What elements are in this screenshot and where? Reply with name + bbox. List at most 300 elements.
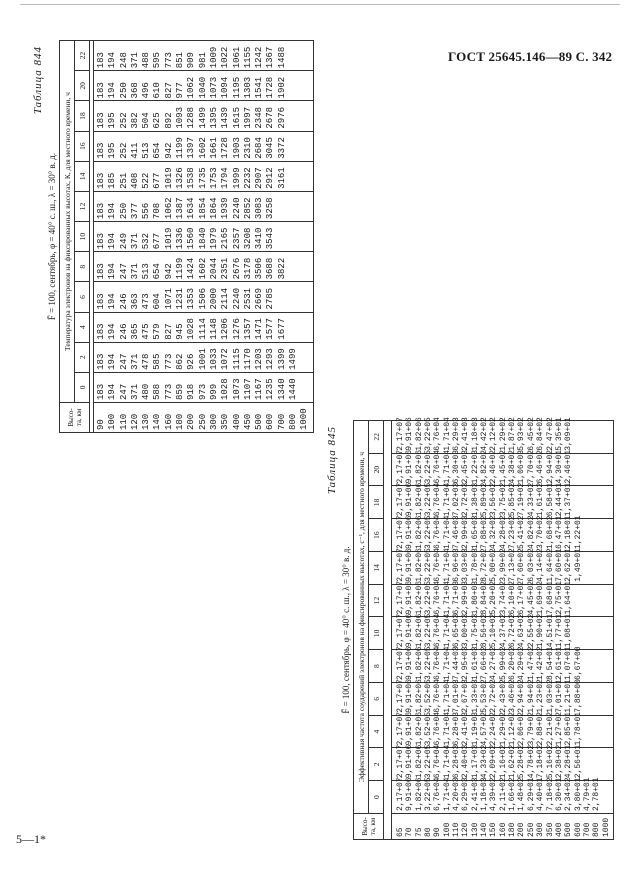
table-cell: 250 [118,82,129,99]
table-cell: 3,74+02 [498,580,508,615]
table-cell: 1,62+02 [508,744,518,779]
table-cell: 6,76+04 [433,679,443,713]
altitude-value: 450 [242,413,253,430]
table-cell: 1,61+02 [536,482,546,517]
table-cell: 2,72+03 [461,482,471,517]
table-cell: 6,71+03 [452,580,462,615]
hour-column [392,613,614,650]
group-header: Температура электронов на фиксированных высотах, К, для местного времени, ч [60,41,75,403]
table-cell: 1,61+03 [470,646,480,680]
table-cell: 1293 [265,348,276,370]
table-cell: 6,96+03 [452,548,462,582]
table-cell: 1439 [220,106,231,129]
table-cell: 247 [118,383,129,400]
table-cell: 2351 [220,257,231,280]
table-844 [59,40,314,433]
hour-column [94,282,314,312]
table-cell: 2,95+03 [461,646,471,680]
altitude-value: 150 [489,822,499,837]
table-cell: 1,71+04 [442,646,452,680]
table-cell: 1,12+02 [508,711,518,746]
hour-header: 20 [75,71,90,101]
altitude-column [94,403,314,433]
hours-header-row [75,41,90,433]
table-cell: 1,06+03 [517,449,527,484]
table-cell: 1061 [231,46,242,69]
table-cell: 4,42+02 [480,417,490,451]
table-cell: 2357 [231,227,242,250]
table-cell: 1062 [163,197,174,220]
table-cell: 1,37+01 [564,482,574,517]
table-cell: 6,46+02 [536,449,546,484]
table-cell: 194 [107,82,118,99]
table-cell: 977 [175,82,186,99]
hour-header: 14 [75,161,90,191]
table-cell: 3,46+02 [508,679,518,713]
table-cell: 1,18+03 [480,777,490,811]
altitude-value: 70 [405,827,415,837]
altitude-value: 100 [107,413,118,430]
table-cell: 2,41+03 [470,777,480,811]
altitude-value: 120 [129,413,140,430]
table-cell: 1,47+02 [526,646,536,680]
altitude-value: 400 [554,822,564,837]
table-cell: 194 [107,263,118,280]
altitude-header: Высо-та, км [60,403,90,433]
table-cell: 194 [107,293,118,310]
table-cell: 1,82+06 [414,711,424,746]
table-cell: 1,07+01 [564,646,574,680]
table-cell: 1,38+03 [470,482,480,517]
table-cell: 5,20+02 [489,580,499,615]
table-cell: 183 [96,142,106,159]
table-cell: 195 [107,142,118,159]
table-cell: 1939 [220,197,231,220]
table-cell: 625 [152,112,163,129]
table-cell: 1,65+03 [470,515,480,549]
hour-header: 4 [369,715,384,748]
table-cell: 7,19+02 [517,482,527,517]
altitude-value: 180 [175,413,186,430]
table-cell: 6,76+04 [433,744,443,779]
altitude-value: 160 [163,413,174,430]
table-cell: 7,01+01 [554,679,564,713]
table-cell: 5,28+02 [517,744,527,779]
table-cell: 556 [141,202,152,220]
table-cell: 1072 [220,348,231,370]
hour-column [392,580,614,617]
table-cell: 251 [118,172,129,189]
table-cell: 6,76+04 [433,580,443,615]
table-cell: 2,17+07 [396,679,405,713]
altitude-value: 160 [498,822,508,837]
table-cell: 183 [96,323,106,340]
table-cell: 1,71+04 [442,580,452,615]
group-header: Эффективная частота соударений электронов на фиксированных высотах, с⁻¹, для местного времени, ч [354,421,369,814]
table-cell: 522 [141,172,152,189]
altitude-column [392,814,614,840]
table-cell: 183 [96,202,106,220]
altitude-value: 800 [592,822,602,837]
table-cell: 3,22+05 [424,777,434,811]
table-cell: 2,18+01 [564,515,574,549]
table-cell: 4,27+02 [489,646,499,680]
table-cell: 3688 [265,257,276,280]
table-cell: 3045 [265,137,276,159]
table-cell: 3,22+05 [424,646,434,680]
table-cell: 183 [96,172,106,189]
table-cell: 2,45+03 [461,449,471,484]
table-cell: 2,99+03 [461,515,471,549]
table-cell: 5,16+02 [545,744,555,779]
table-cell: 183 [96,82,106,99]
table-cell: 1,71+04 [442,515,452,549]
table-cell: 6,03+02 [526,548,536,582]
table-cell: 8,56+02 [480,613,490,648]
table-cell: 1,29+02 [498,711,508,746]
table-cell: 1,66+02 [508,777,518,811]
table-cell: 1387 [175,197,186,220]
table-cell: 4,45+02 [526,580,536,615]
table-cell: 6,76+04 [433,515,443,549]
table-cell: 1506 [197,287,208,310]
table-cell: 1203 [254,348,265,370]
table-cell: 6,20+02 [508,646,518,680]
table-cell: 247 [118,353,129,370]
table-cell: 1167 [254,378,265,400]
table-cell: 5,10+02 [489,613,499,648]
table-cell: 851 [175,52,186,69]
table-cell: 7,13+02 [508,548,518,582]
altitude-value: 80 [424,827,434,837]
table-cell: 2,17+07 [396,548,405,582]
table-cell: 2165 [220,227,231,250]
hour-column [94,161,314,191]
table-cell: 1,82+06 [414,580,424,615]
table-cell: 4,30+01 [554,449,564,484]
table-cell: 1,82+06 [414,482,424,517]
table-cell: 3208 [242,227,253,250]
altitude-value: 180 [508,822,518,837]
table-cell: 7,46+03 [452,515,462,549]
table-cell: 2,17+07 [396,777,405,811]
table-cell: 1,71+04 [442,711,452,746]
hours-header-row [369,421,384,840]
table-cell: 2,55+02 [526,613,536,648]
table-cell: 2,06+02 [517,711,527,746]
table-cell: 2,17+07 [396,711,405,746]
table-cell: 382 [129,112,140,129]
table-cell: 1009 [208,46,219,69]
table-cell: 2,40+03 [461,744,471,779]
altitude-value: 1000 [299,408,310,430]
altitude-value: 130 [470,822,480,837]
table-cell: 1170 [242,348,253,370]
table-cell: 2,94+02 [517,679,527,713]
table-cell: 1864 [208,197,219,220]
table-cell: 981 [197,52,208,69]
table-cell: 1206 [220,318,231,340]
table-cell: 1028 [186,318,197,340]
table-cell: 3,99+02 [498,548,508,582]
hour-header: 18 [369,486,384,519]
table-cell: 185 [107,172,118,189]
table-cell: 377 [129,202,140,220]
table-cell: 1019 [163,167,174,189]
table-cell: 9,91+06 [405,646,415,680]
table-cell: 1199 [175,257,186,280]
hour-column [392,646,614,683]
hour-header: 20 [369,453,384,486]
table-cell: 3,80+01 [573,777,583,811]
table-cell: 6,76+04 [433,548,443,582]
hour-header: 12 [75,191,90,221]
table-cell: 1,22+01 [573,515,583,549]
table-cell: 1,22+03 [470,449,480,484]
table-cell: 371 [129,52,140,69]
table-cell: 1499 [197,106,208,129]
altitude-value: 90 [96,419,106,430]
table-cell: 773 [163,353,174,370]
table-cell: 3,52+05 [424,679,434,713]
table-cell: 2,17+07 [396,744,405,779]
table-cell: 1,27+02 [554,711,564,746]
table-cell: 2,11+02 [498,777,508,811]
table-cell: 183 [96,233,106,250]
table-cell: 2,41+03 [461,417,471,451]
table-cell: 654 [152,142,163,159]
table-cell: 248 [118,52,129,69]
table-cell: 1,21+01 [564,679,574,713]
table-cell: 8,84+02 [480,580,490,615]
table-cell: 9,91+06 [405,711,415,746]
altitude-value: 300 [536,822,546,837]
table-cell: 1,75+03 [470,613,480,648]
altitude-value: 140 [480,822,490,837]
table-cell: 2000 [208,287,219,310]
table-cell: 1,19+03 [470,711,480,746]
table-cell: 9,91+06 [405,417,415,451]
table-cell: 1,69+02 [536,580,546,615]
table-cell: 6,76+04 [433,711,443,746]
table-cell: 1,71+04 [442,613,452,648]
table-cell: 1,49+01 [573,548,583,582]
table-title: F̄ = 100, сентябрь, φ = 40° с. ш., λ = 30° в. д. [341,546,351,714]
hour-header: 6 [369,683,384,716]
table-cell: 1028 [220,378,231,400]
table-cell: 3822 [276,257,287,280]
table-cell: 473 [141,293,152,310]
table-cell: 909 [186,52,197,69]
table-cell: 9,91+06 [405,482,415,517]
table-cell: 6,29+03 [461,777,471,811]
table-cell: 4,14+02 [536,548,546,582]
hour-column [392,449,614,486]
table-cell: 1541 [254,76,265,99]
table-cell: 1276 [231,318,242,340]
table-cell: 2,21+02 [545,711,555,746]
altitude-value: 600 [573,822,583,837]
table-cell: 3,52+05 [424,711,434,746]
table-cell: 2,17+07 [396,449,405,484]
table-cell: 1997 [242,106,253,129]
table-cell: 411 [129,142,140,159]
table-cell: 1,64+02 [545,548,555,582]
table-cell: 9,91+06 [405,548,415,582]
table-845-block [324,417,611,840]
altitude-value: 300 [208,413,219,430]
hour-header: 16 [369,519,384,552]
table-cell: 7,44+03 [452,646,462,680]
table-cell: 183 [96,112,106,129]
table-cell: 1728 [220,137,231,159]
table-cell: 1001 [197,348,208,370]
hour-column [392,548,614,585]
table-cell: 1093 [175,106,186,129]
table-cell: 3,79+02 [526,711,536,746]
table-cell: 2,88+02 [536,711,546,746]
table-cell: 2,17+07 [396,580,405,615]
table-cell: 1,71+04 [442,777,452,811]
table-cell: 4,38+02 [508,449,518,484]
table-cell: 1,82+06 [414,613,424,648]
table-cell: 2240 [231,287,242,310]
table-cell: 4,51+01 [545,613,555,648]
table-cell: 1231 [175,287,186,310]
table-label: Таблица 844 [32,46,44,115]
table-cell: 3,22+05 [424,482,434,517]
table-cell: 2,75+01 [554,580,564,615]
table-cell: 2348 [254,106,265,129]
table-cell: 246 [118,293,129,310]
table-cell: 1062 [186,76,197,99]
table-cell: 2240 [231,197,242,220]
table-cell: 2232 [242,167,253,189]
table-cell: 3,56+02 [489,482,499,517]
hour-column [94,222,314,252]
table-cell: 1,82+06 [414,777,424,811]
altitude-value: 400 [231,413,242,430]
altitude-value: 120 [461,822,471,837]
table-cell: 3,22+05 [424,449,434,484]
table-cell: 1577 [265,318,276,340]
table-cell: 6,65+03 [452,613,462,648]
table-cell: 1,87+02 [508,417,518,451]
hour-column [94,41,314,71]
table-cell: 1303 [242,76,253,99]
table-cell: 1288 [186,106,197,129]
table-cell: 579 [152,323,163,340]
table-cell: 6,76+04 [433,482,443,517]
table-cell: 2,46+02 [489,449,499,484]
table-cell: 1,71+04 [442,449,452,484]
altitude-value: 110 [452,822,462,837]
table-cell: 8,72+02 [480,548,490,582]
table-cell: 363 [129,293,140,310]
table-cell: 1,68+02 [545,515,555,549]
table-cell: 1107 [242,378,253,400]
hour-header: 2 [369,748,384,781]
table-cell: 408 [129,172,140,189]
table-cell: 3,22+05 [424,515,434,549]
table-cell: 6,28+03 [452,711,462,746]
table-cell: 195 [107,112,118,129]
table-cell: 6,76+04 [433,646,443,680]
table-cell: 7,88+00 [573,679,583,713]
table-cell: 4,39+02 [489,777,499,811]
table-cell: 183 [96,353,106,370]
table-cell: 942 [163,142,174,159]
table-cell: 1,71+04 [442,482,452,517]
altitude-value: 140 [152,413,163,430]
altitude-value: 500 [254,413,265,430]
table-cell: 1794 [220,167,231,189]
table-cell: 1,71+04 [442,417,452,451]
altitude-value: 350 [545,822,555,837]
altitude-value: 250 [197,413,208,430]
table-cell: 9,91+06 [405,580,415,615]
table-cell: 7,18+02 [545,777,555,811]
table-cell: 7,02+03 [452,482,462,517]
table-cell: 6,76+04 [433,417,443,451]
table-cell: 5,41+02 [517,515,527,549]
table-cell: 194 [107,353,118,370]
table-cell: 365 [129,323,140,340]
table-cell: 1,71+04 [442,548,452,582]
table-cell: 1735 [197,167,208,189]
table-cell: 892 [163,112,174,129]
table-cell: 6,45+02 [526,417,536,451]
table-cell: 4,57+02 [480,711,490,746]
table-cell: 2,56+01 [573,744,583,779]
table-cell: 2,12+02 [489,417,499,451]
table-cell: 973 [197,383,208,400]
table-cell: 1155 [242,46,253,69]
table-cell: 4,33+02 [480,744,490,779]
table-cell: 5,85+02 [508,482,518,517]
table-cell: 1397 [186,137,197,159]
table-cell: 252 [118,142,129,159]
hour-header: 4 [75,312,90,342]
table-cell: 2,62+01 [564,548,574,582]
hour-column [94,131,314,161]
table-cell: 3161 [276,167,287,189]
table-cell: 4,29+02 [517,646,527,680]
table-cell: 1,71+04 [442,679,452,713]
table-cell: 3,22+05 [424,548,434,582]
table-cell: 1,82+06 [414,679,424,713]
table-cell: 1677 [276,318,287,340]
table-cell: 1195 [231,76,242,99]
table-cell: 677 [152,233,163,250]
table-cell: 1242 [254,46,265,69]
table-cell: 3,00+03 [461,613,471,648]
table-cell: 3178 [242,257,253,280]
table-cell: 1602 [197,137,208,159]
table-cell: 1,08+01 [564,613,574,648]
table-cell: 2,94+02 [545,449,555,484]
table-cell: 588 [152,383,163,400]
table-cell: 2676 [231,257,242,280]
table-cell: 3258 [265,197,276,220]
table-cell: 6,76+04 [433,777,443,811]
table-cell: 604 [152,293,163,310]
table-cell: 183 [96,383,106,400]
table-cell: 1753 [208,167,219,189]
table-cell: 3410 [254,227,265,250]
table-cell: 2044 [208,257,219,280]
table-cell: 1,82+06 [414,515,424,549]
